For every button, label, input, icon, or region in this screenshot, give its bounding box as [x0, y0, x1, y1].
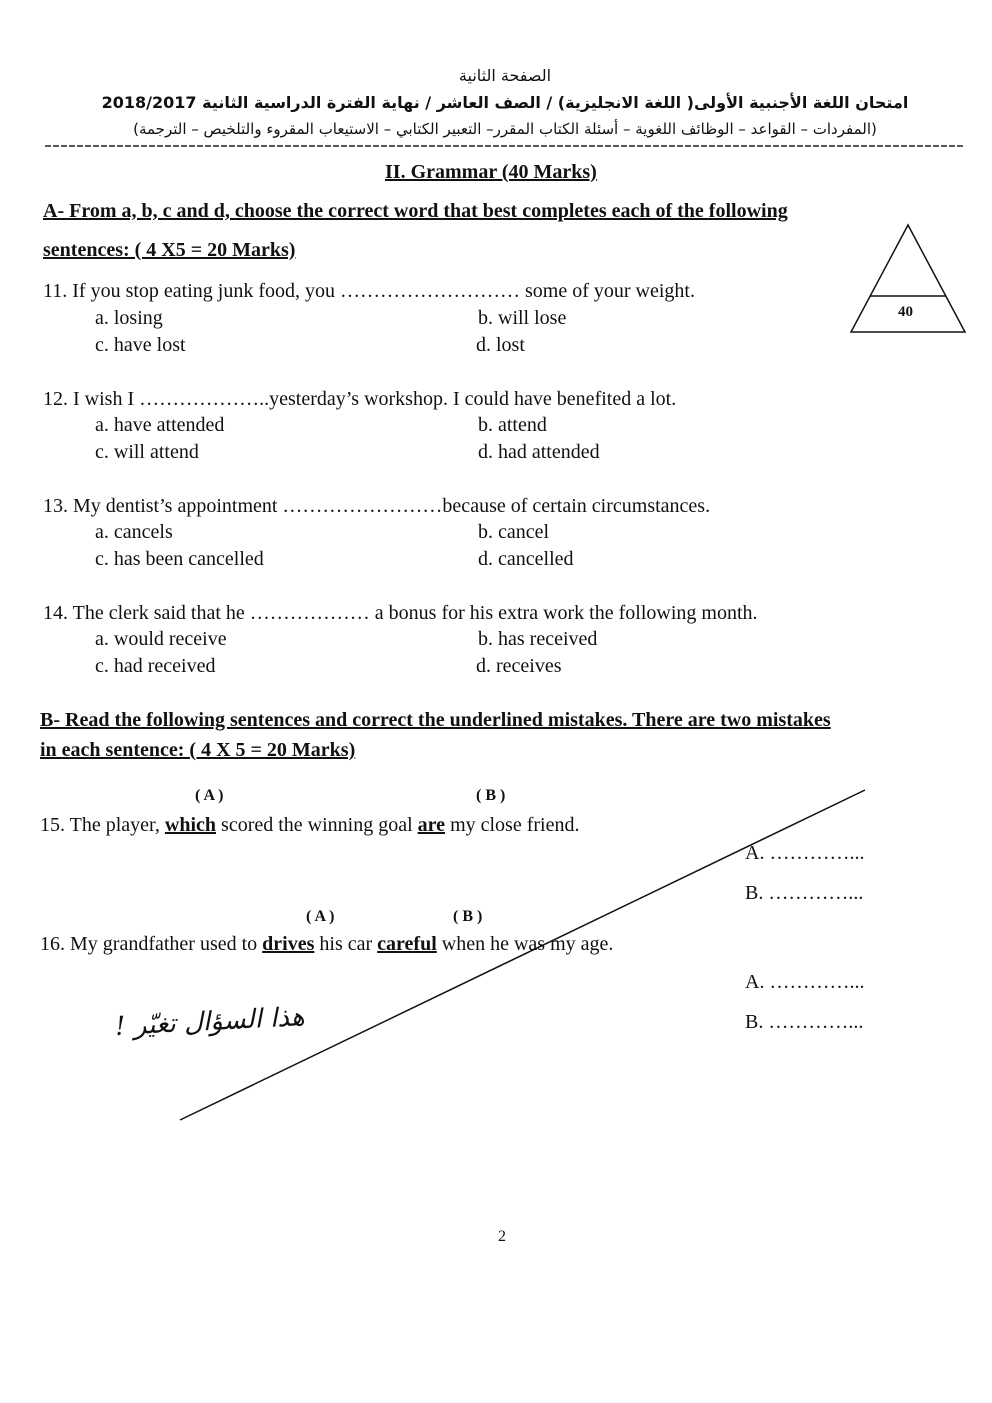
option-d: d. had attended — [478, 441, 600, 463]
text-part: scored the winning goal — [216, 814, 418, 836]
question-text — [40, 813, 579, 837]
part-a-instruction: A- From a, b, c and d, choose the correct word that best completes each of the following — [43, 200, 788, 222]
option-c: c. will attend — [95, 441, 199, 463]
text-part: my close friend. — [445, 814, 580, 836]
option-d: d. lost — [476, 334, 525, 356]
page-number: 2 — [498, 1228, 506, 1245]
text-part: 15. The player, — [40, 814, 165, 836]
question-text: 14. The clerk said that he ……………… a bonus for his extra work the following month. — [43, 602, 758, 624]
part-a-instruction-cont: sentences: ( 4 X5 = 20 Marks) — [43, 239, 296, 261]
underlined-mistake-b: are — [417, 814, 446, 836]
page-label: الصفحة الثانية — [458, 66, 552, 85]
option-c: c. have lost — [95, 334, 186, 356]
label-b: ( B ) — [476, 787, 506, 804]
option-a: a. cancels — [95, 521, 173, 543]
option-c: c. has been cancelled — [95, 548, 264, 570]
part-b-instruction-cont: in each sentence: ( 4 X 5 = 20 Marks) — [40, 739, 356, 761]
option-c: c. had received — [95, 655, 216, 677]
label-b: ( B ) — [453, 908, 483, 925]
mark-value: 40 — [898, 304, 913, 320]
answer-a-blank: A. …………... — [745, 842, 865, 864]
question-text: 12. I wish I ………………..yesterday’s workshop. I could have benefited a lot. — [43, 388, 677, 410]
text-part: when he was my age. — [436, 933, 614, 955]
exam-title: امتحان اللغة الأجنبية الأولى( اللغة الانجليزية) / الصف العاشر / نهاية الفترة الدراسية الثانية 2018/2017 — [101, 93, 909, 112]
label-a: ( A ) — [195, 787, 224, 804]
option-b: b. has received — [478, 628, 598, 650]
option-d: d. cancelled — [478, 548, 574, 570]
answer-b-blank: B. …………... — [745, 882, 864, 904]
question-text: 13. My dentist’s appointment ……………………because of certain circumstances. — [43, 495, 711, 517]
label-a: ( A ) — [306, 908, 335, 925]
handwritten-note: هذا السؤال تغيّر ! — [114, 1002, 306, 1042]
section-title: II. Grammar (40 Marks) — [385, 161, 597, 183]
answer-b-blank: B. …………... — [745, 1011, 864, 1033]
underlined-mistake-a: which — [164, 814, 217, 836]
underlined-mistake-b: careful — [377, 933, 437, 955]
option-b: b. attend — [478, 414, 547, 436]
text-part: his car — [314, 933, 378, 955]
option-a: a. losing — [95, 307, 163, 329]
option-d: d. receives — [476, 655, 562, 677]
underlined-mistake-a: drives — [262, 933, 315, 955]
question-text — [40, 932, 613, 956]
option-b: b. will lose — [478, 307, 567, 329]
answer-a-blank: A. …………... — [745, 971, 865, 993]
text-part: 16. My grandfather used to — [40, 933, 263, 955]
option-a: a. have attended — [95, 414, 225, 436]
question-text: 11. If you stop eating junk food, you ……………………… some of your weight. — [43, 280, 695, 302]
exam-topics: (المفردات – القواعد – الوظائف اللغوية – أسئلة الكتاب المقرر– التعبير الكتابي – الاستيعاب المقروء والتلخيص – الترجمة) — [133, 120, 877, 138]
part-b-instruction: B- Read the following sentences and correct the underlined mistakes. There are two mistakes — [40, 709, 831, 731]
option-b: b. cancel — [478, 521, 550, 543]
option-a: a. would receive — [95, 628, 227, 650]
